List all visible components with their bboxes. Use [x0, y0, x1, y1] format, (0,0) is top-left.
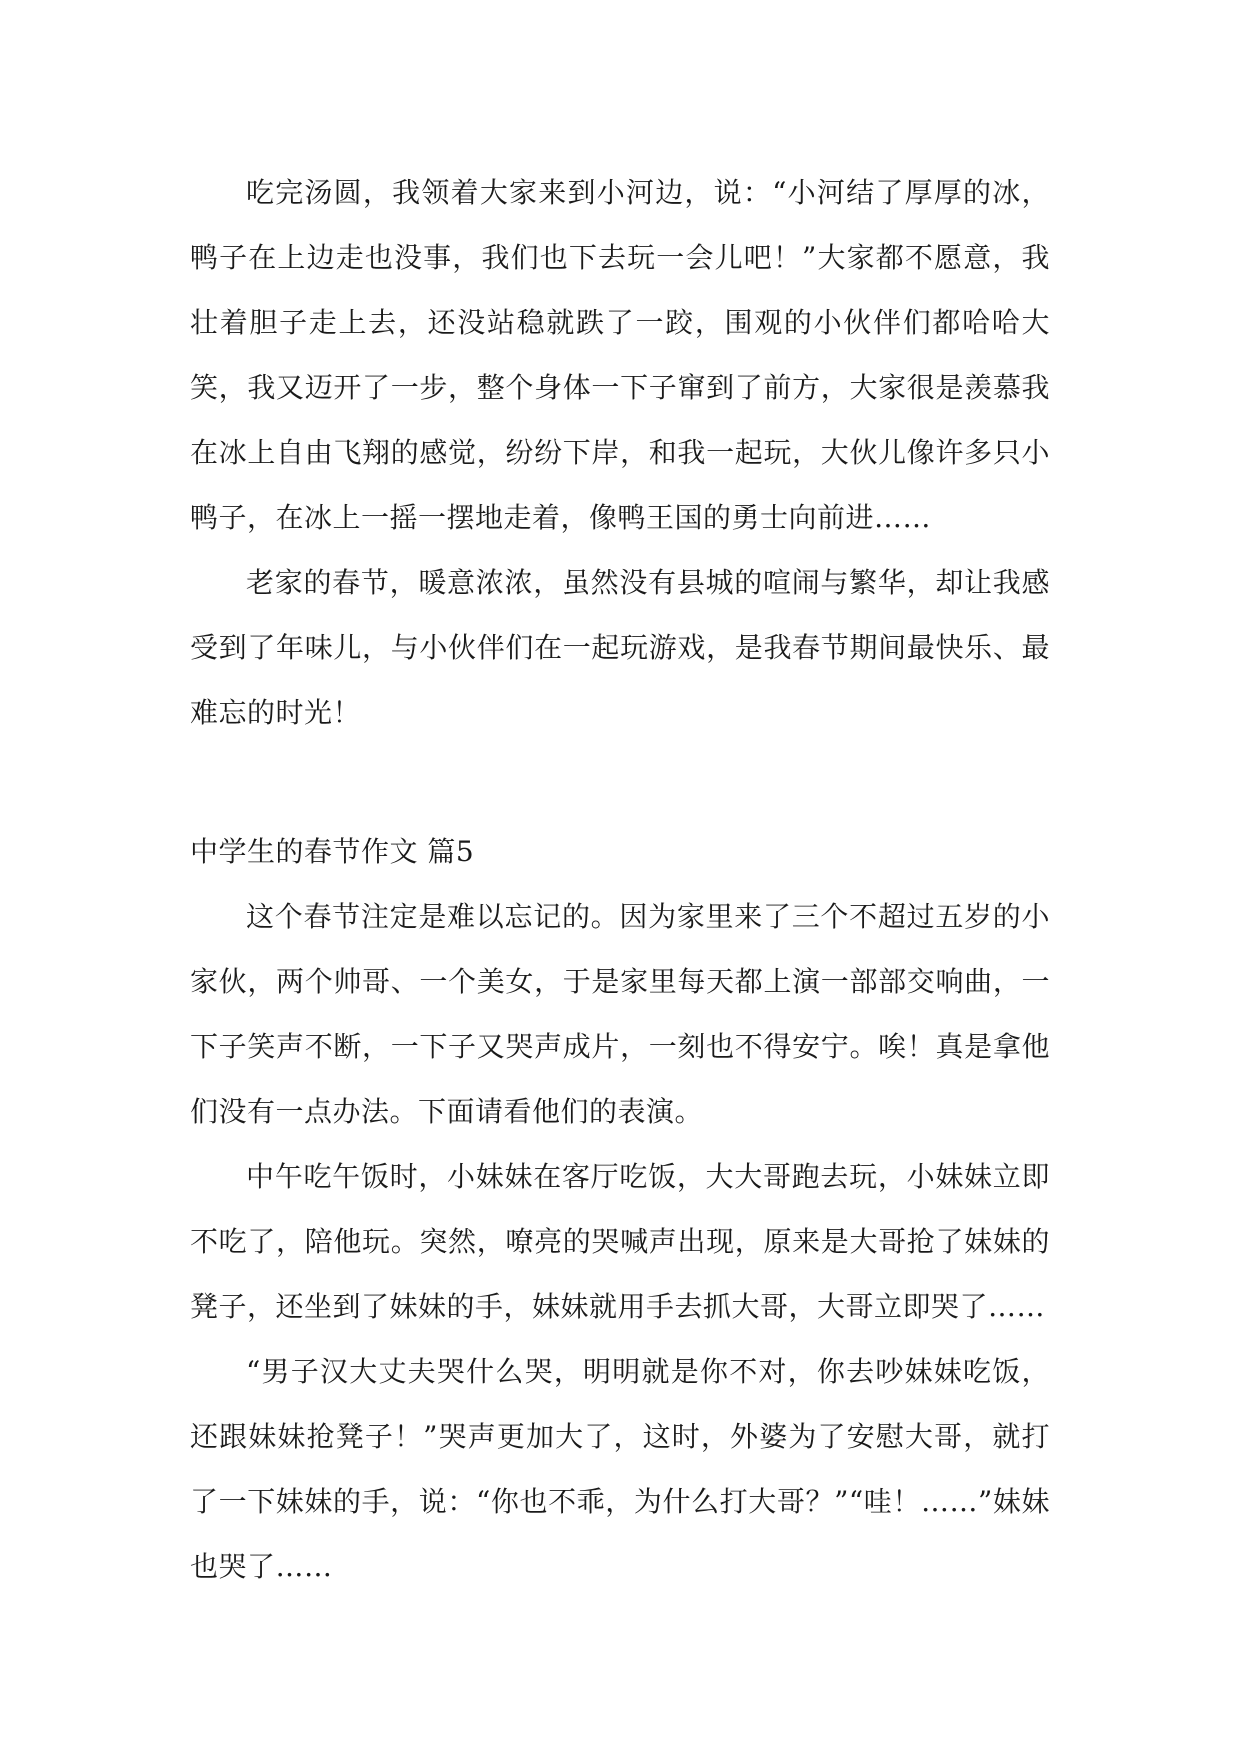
paragraph: 吃完汤圆，我领着大家来到小河边，说：“小河结了厚厚的冰，鸭子在上边走也没事，我们也下去玩一会儿吧！”大家都不愿意，我壮着胆子走上去，还没站稳就跌了一跤，围观的小伙伴们都哈哈大笑，我又迈开了一步，整个身体一下子窜到了前方，大家很是羡慕我在冰上自由飞翔的感觉，纷纷下岸，和我一起玩，大伙儿像许多只小鸭子，在冰上一摇一摆地走着，像鸭王国的勇士向前进…… — [190, 176, 1050, 534]
paragraph: 老家的春节，暖意浓浓，虽然没有县城的喧闹与繁华，却让我感受到了年味儿，与小伙伴们在一起玩游戏，是我春节期间最快乐、最难忘的时光！ — [190, 566, 1050, 729]
paragraph: “男子汉大丈夫哭什么哭，明明就是你不对，你去吵妹妹吃饭，还跟妹妹抢凳子！”哭声更加大了，这时，外婆为了安慰大哥，就打了一下妹妹的手，说：“你也不乖，为什么打大哥？”“哇！……”妹妹也哭了…… — [190, 1355, 1050, 1583]
section-spacer — [190, 745, 1050, 819]
paragraph: 这个春节注定是难以忘记的。因为家里来了三个不超过五岁的小家伙，两个帅哥、一个美女，于是家里每天都上演一部部交响曲，一下子笑声不断，一下子又哭声成片，一刻也不得安宁。唉！真是拿他们没有一点办法。下面请看他们的表演。 — [190, 900, 1050, 1128]
document-page — [190, 160, 1050, 1599]
paragraph: 中午吃午饭时，小妹妹在客厅吃饭，大大哥跑去玩，小妹妹立即不吃了，陪他玩。突然，嘹亮的哭喊声出现，原来是大哥抢了妹妹的凳子，还坐到了妹妹的手，妹妹就用手去抓大哥，大哥立即哭了…… — [190, 1160, 1050, 1323]
section-heading: 中学生的春节作文 篇5 — [190, 835, 475, 868]
